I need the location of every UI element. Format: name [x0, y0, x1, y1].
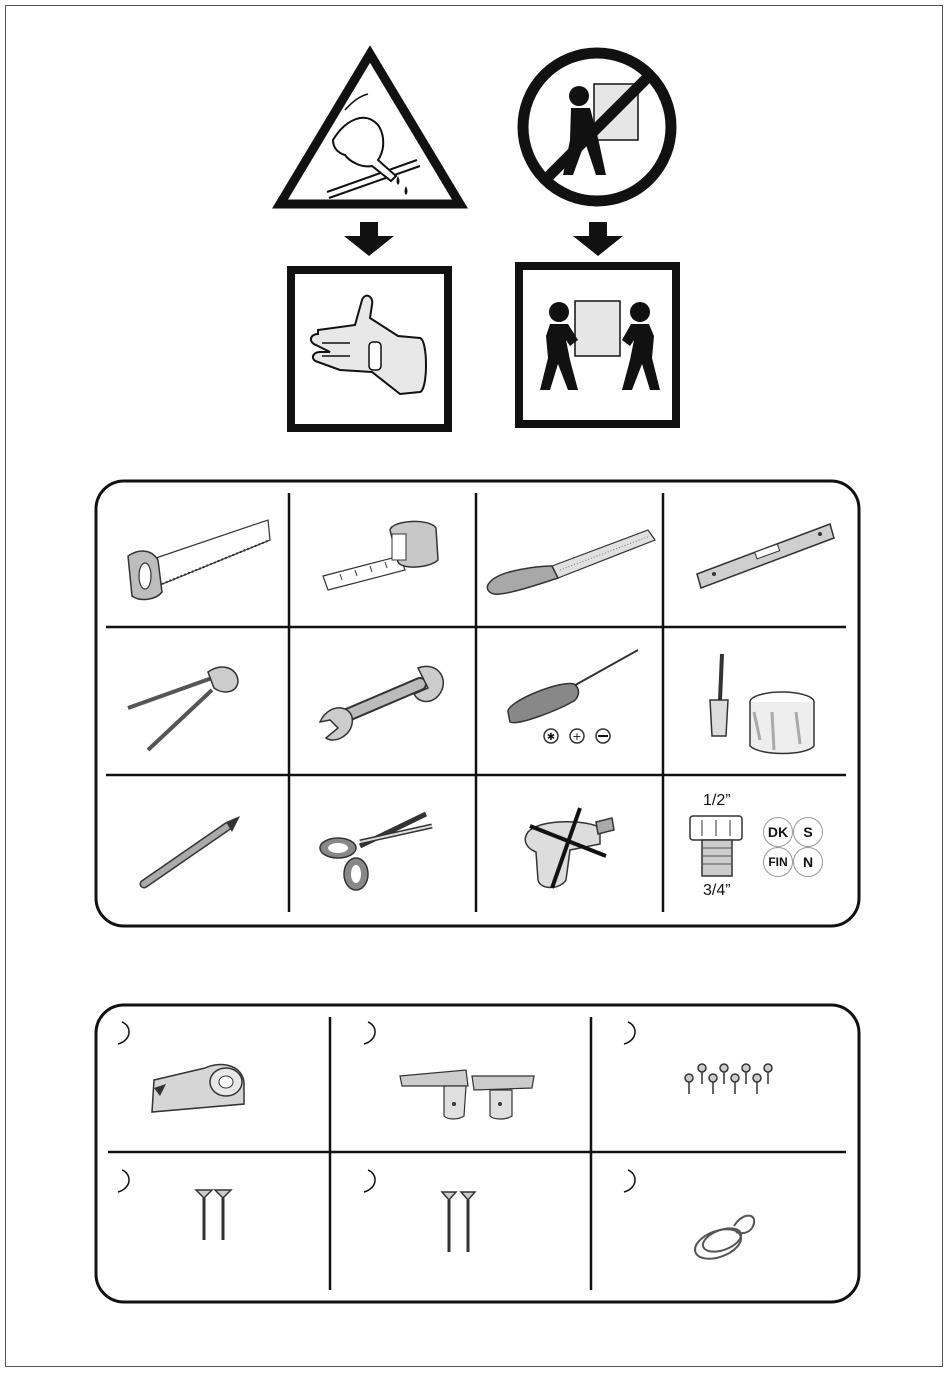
arrow-down-icon [573, 222, 623, 256]
no-single-person-lifting-icon [523, 53, 671, 201]
svg-text:+: + [572, 730, 582, 743]
connector-size-top: 1/2” [703, 792, 731, 809]
parts-panel [96, 1005, 859, 1302]
arrow-down-icon [344, 222, 394, 256]
protective-gloves-icon [291, 270, 448, 428]
svg-text:✱: ✱ [546, 732, 556, 743]
country-badge-fin: FIN [763, 847, 793, 877]
connector-size-bottom: 3/4” [703, 882, 731, 899]
country-badge-n: N [793, 847, 823, 877]
sharp-edge-warning-icon [280, 54, 460, 204]
two-person-lifting-icon [519, 266, 676, 424]
country-badge-s: S [793, 817, 823, 847]
country-badge-dk: DK [763, 817, 793, 847]
